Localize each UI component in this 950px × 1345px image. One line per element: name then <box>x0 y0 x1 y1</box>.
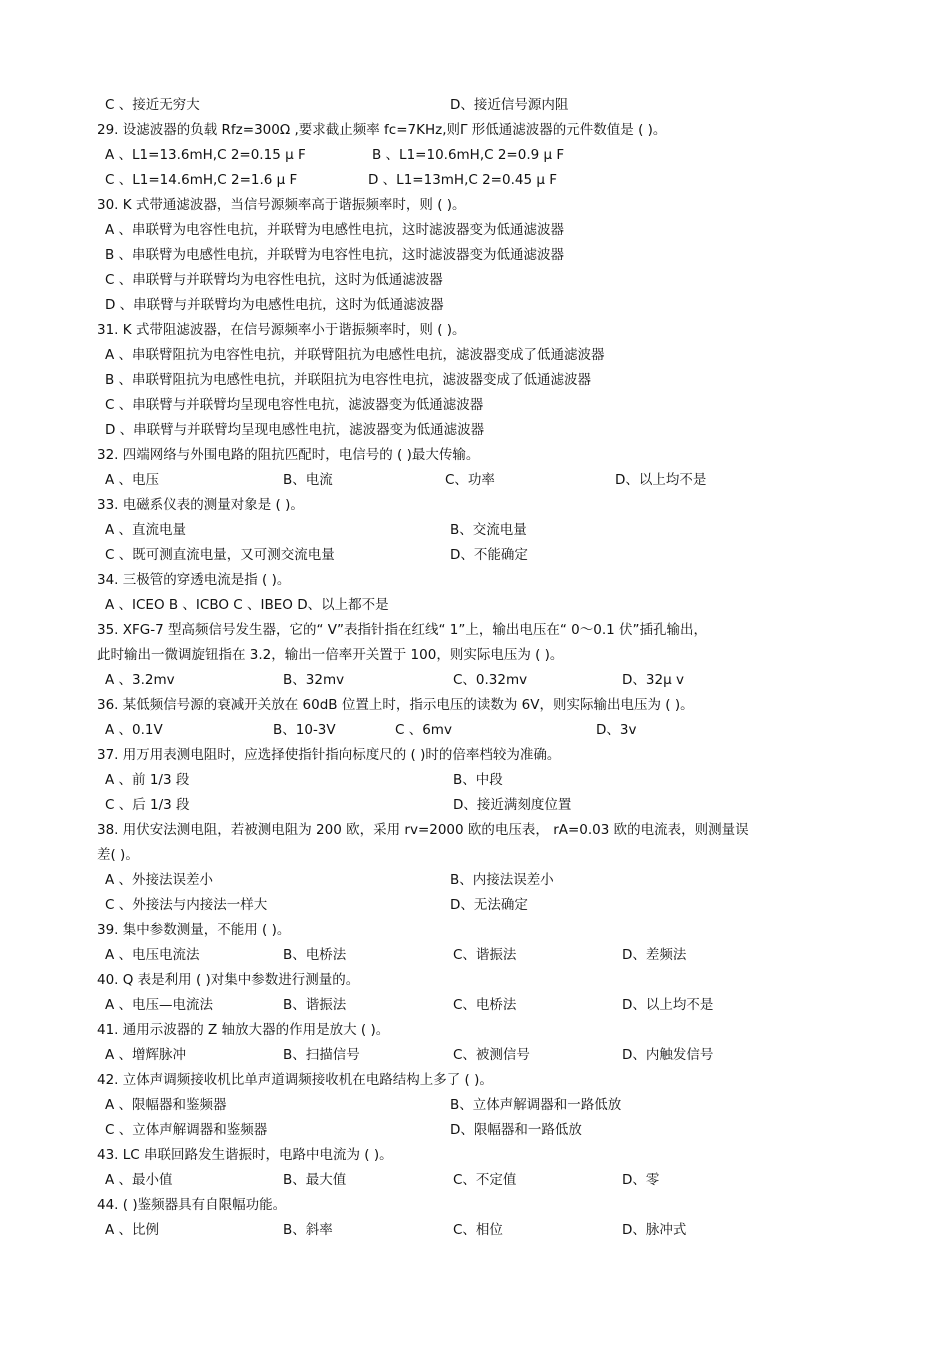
option-d: D、接近信号源内阻 <box>450 97 569 113</box>
option-d: D、脉冲式 <box>622 1222 687 1238</box>
option-d: D、限幅器和一路低放 <box>450 1122 582 1138</box>
option-d: D、以上均不是 <box>615 472 707 488</box>
option-c: C 、后 1/3 段 <box>105 797 190 813</box>
question-33 <box>0 493 950 517</box>
option-c: C、功率 <box>445 472 495 488</box>
q32-options <box>0 468 950 492</box>
option-a: A 、最小值 <box>105 1172 173 1188</box>
option-a: A 、电压—电流法 <box>105 997 214 1013</box>
option-c: C、谐振法 <box>453 947 517 963</box>
question-text: 差( )。 <box>97 847 139 863</box>
question-34 <box>0 568 950 592</box>
question-text: 34. 三极管的穿透电流是指 ( )。 <box>97 572 291 588</box>
q35-options <box>0 668 950 692</box>
option-a: A 、L1=13.6mH,C 2=0.15 μ F <box>105 147 306 163</box>
q31-option-d <box>0 418 950 442</box>
option-b: B、10-3V <box>273 722 336 738</box>
question-38 <box>0 818 950 842</box>
option-a: A 、限幅器和鉴频器 <box>105 1097 227 1113</box>
question-42 <box>0 1068 950 1092</box>
question-35 <box>0 618 950 642</box>
question-29 <box>0 118 950 142</box>
q38-options-ab <box>0 868 950 892</box>
option-d: D、接近满刻度位置 <box>453 797 572 813</box>
question-text: 44. ( )鉴频器具有自限幅功能。 <box>97 1197 287 1213</box>
q30-option-d <box>0 293 950 317</box>
option-c: C 、L1=14.6mH,C 2=1.6 μ F <box>105 172 298 188</box>
q34-options <box>0 593 950 617</box>
option-d: D 、L1=13mH,C 2=0.45 μ F <box>368 172 557 188</box>
question-37 <box>0 743 950 767</box>
q33-options-ab <box>0 518 950 542</box>
option-c: C、电桥法 <box>453 997 517 1013</box>
question-text: 41. 通用示波器的 Z 轴放大器的作用是放大 ( )。 <box>97 1022 390 1038</box>
question-text: 32. 四端网络与外围电路的阻抗匹配时，电信号的 ( )最大传输。 <box>97 447 480 463</box>
q30-option-c <box>0 268 950 292</box>
option-b: B、交流电量 <box>450 522 527 538</box>
option-d: D、32μ v <box>622 672 684 688</box>
option-b: B、谐振法 <box>283 997 347 1013</box>
q43-options <box>0 1168 950 1192</box>
option-a: A 、电压电流法 <box>105 947 200 963</box>
q28-options-cd <box>0 93 950 117</box>
question-text: 29. 设滤波器的负载 Rfz=300Ω ,要求截止频率 fc=7KHz,则Γ 形低通滤波器的元件数值是 ( )。 <box>97 122 667 138</box>
option-a: A 、串联臂为电容性电抗，并联臂为电感性电抗，这时滤波器变为低通滤波器 <box>105 222 565 238</box>
q31-option-c <box>0 393 950 417</box>
option-d: D、不能确定 <box>450 547 528 563</box>
option-b: B、电桥法 <box>283 947 347 963</box>
q42-options-ab <box>0 1093 950 1117</box>
option-b: B、立体声解调器和一路低放 <box>450 1097 622 1113</box>
q31-option-a <box>0 343 950 367</box>
question-text: 37. 用万用表测电阻时，应选择使指针指向标度尺的 ( )时的倍率档较为准确。 <box>97 747 561 763</box>
option-c: C 、既可测直流电量，又可测交流电量 <box>105 547 335 563</box>
option-a: A 、电压 <box>105 472 160 488</box>
question-31 <box>0 318 950 342</box>
question-35-continued <box>0 643 950 667</box>
option-a: A 、3.2mv <box>105 672 175 688</box>
q30-option-b <box>0 243 950 267</box>
q40-options <box>0 993 950 1017</box>
option-c: C 、立体声解调器和鉴频器 <box>105 1122 268 1138</box>
option-b: B、32mv <box>283 672 345 688</box>
q41-options <box>0 1043 950 1067</box>
option-b: B、电流 <box>283 472 333 488</box>
question-41 <box>0 1018 950 1042</box>
option-d: D、零 <box>622 1172 660 1188</box>
option-c: C、不定值 <box>453 1172 517 1188</box>
q44-options <box>0 1218 950 1242</box>
question-text: 此时输出一微调旋钮指在 3.2，输出一倍率开关置于 100，则实际电压为 ( )。 <box>97 647 564 663</box>
question-text: 36. 某低频信号源的衰减开关放在 60dB 位置上时，指示电压的读数为 6V，则实际输出电压为 ( )。 <box>97 697 694 713</box>
option-b: B、斜率 <box>283 1222 333 1238</box>
option-c: C 、6mv <box>395 722 452 738</box>
option-a: A 、0.1V <box>105 722 163 738</box>
option-a: A 、串联臂阻抗为电容性电抗，并联臂阻抗为电感性电抗，滤波器变成了低通滤波器 <box>105 347 605 363</box>
question-text: 40. Q 表是利用 ( )对集中参数进行测量的。 <box>97 972 360 988</box>
question-32 <box>0 443 950 467</box>
question-text: 38. 用伏安法测电阻，若被测电阻为 200 欧，采用 rv=2000 欧的电压表， rA=0.03 欧的电流表，则测量误 <box>97 822 749 838</box>
option-a: A 、前 1/3 段 <box>105 772 190 788</box>
option-d: D 、串联臂与并联臂均为电感性电抗，这时为低通滤波器 <box>105 297 444 313</box>
q30-option-a <box>0 218 950 242</box>
option-c: C、相位 <box>453 1222 503 1238</box>
option-d: D、以上均不是 <box>622 997 714 1013</box>
question-36 <box>0 693 950 717</box>
option-d: D、差频法 <box>622 947 687 963</box>
option-d: D、3v <box>596 722 637 738</box>
question-text: 42. 立体声调频接收机比单声道调频接收机在电路结构上多了 ( )。 <box>97 1072 493 1088</box>
q37-options-cd <box>0 793 950 817</box>
option-c: C 、串联臂与并联臂均呈现电容性电抗，滤波器变为低通滤波器 <box>105 397 484 413</box>
options-text: A 、ICEO B 、ICBO C 、IBEO D、以上都不是 <box>105 597 389 613</box>
question-text: 35. XFG-7 型高频信号发生器，它的“ V”表指针指在红线“ 1”上，输出电压在“ 0～0.1 伏”插孔输出， <box>97 622 707 638</box>
option-b: B 、串联臂阻抗为电感性电抗，并联阻抗为电容性电抗，滤波器变成了低通滤波器 <box>105 372 592 388</box>
question-text: 39. 集中参数测量，不能用 ( )。 <box>97 922 291 938</box>
option-b: B、最大值 <box>283 1172 347 1188</box>
q39-options <box>0 943 950 967</box>
option-b: B 、串联臂为电感性电抗，并联臂为电容性电抗，这时滤波器变为低通滤波器 <box>105 247 565 263</box>
q29-options-cd <box>0 168 950 192</box>
question-text: 33. 电磁系仪表的测量对象是 ( )。 <box>97 497 304 513</box>
option-b: B、内接法误差小 <box>450 872 554 888</box>
q29-options-ab <box>0 143 950 167</box>
q38-options-cd <box>0 893 950 917</box>
option-a: A 、比例 <box>105 1222 160 1238</box>
q42-options-cd <box>0 1118 950 1142</box>
q37-options-ab <box>0 768 950 792</box>
question-text: 31. K 式带阻滤波器，在信号源频率小于谐振频率时，则 ( )。 <box>97 322 466 338</box>
question-43 <box>0 1143 950 1167</box>
q36-options <box>0 718 950 742</box>
option-c: C、0.32mv <box>453 672 528 688</box>
option-b: B、扫描信号 <box>283 1047 360 1063</box>
q33-options-cd <box>0 543 950 567</box>
option-c: C、被测信号 <box>453 1047 530 1063</box>
q31-option-b <box>0 368 950 392</box>
option-c: C 、接近无穷大 <box>105 97 200 113</box>
option-c: C 、串联臂与并联臂均为电容性电抗，这时为低通滤波器 <box>105 272 443 288</box>
option-c: C 、外接法与内接法一样大 <box>105 897 268 913</box>
question-text: 43. LC 串联回路发生谐振时，电路中电流为 ( )。 <box>97 1147 393 1163</box>
option-a: A 、外接法误差小 <box>105 872 214 888</box>
option-b: B、中段 <box>453 772 503 788</box>
question-30 <box>0 193 950 217</box>
question-text: 30. K 式带通滤波器，当信号源频率高于谐振频率时，则 ( )。 <box>97 197 466 213</box>
option-d: D、无法确定 <box>450 897 528 913</box>
question-40 <box>0 968 950 992</box>
question-39 <box>0 918 950 942</box>
option-d: D、内触发信号 <box>622 1047 714 1063</box>
option-d: D 、串联臂与并联臂均呈现电感性电抗，滤波器变为低通滤波器 <box>105 422 485 438</box>
option-a: A 、直流电量 <box>105 522 187 538</box>
option-a: A 、增辉脉冲 <box>105 1047 187 1063</box>
question-44 <box>0 1193 950 1217</box>
question-38-continued <box>0 843 950 867</box>
option-b: B 、L1=10.6mH,C 2=0.9 μ F <box>372 147 565 163</box>
